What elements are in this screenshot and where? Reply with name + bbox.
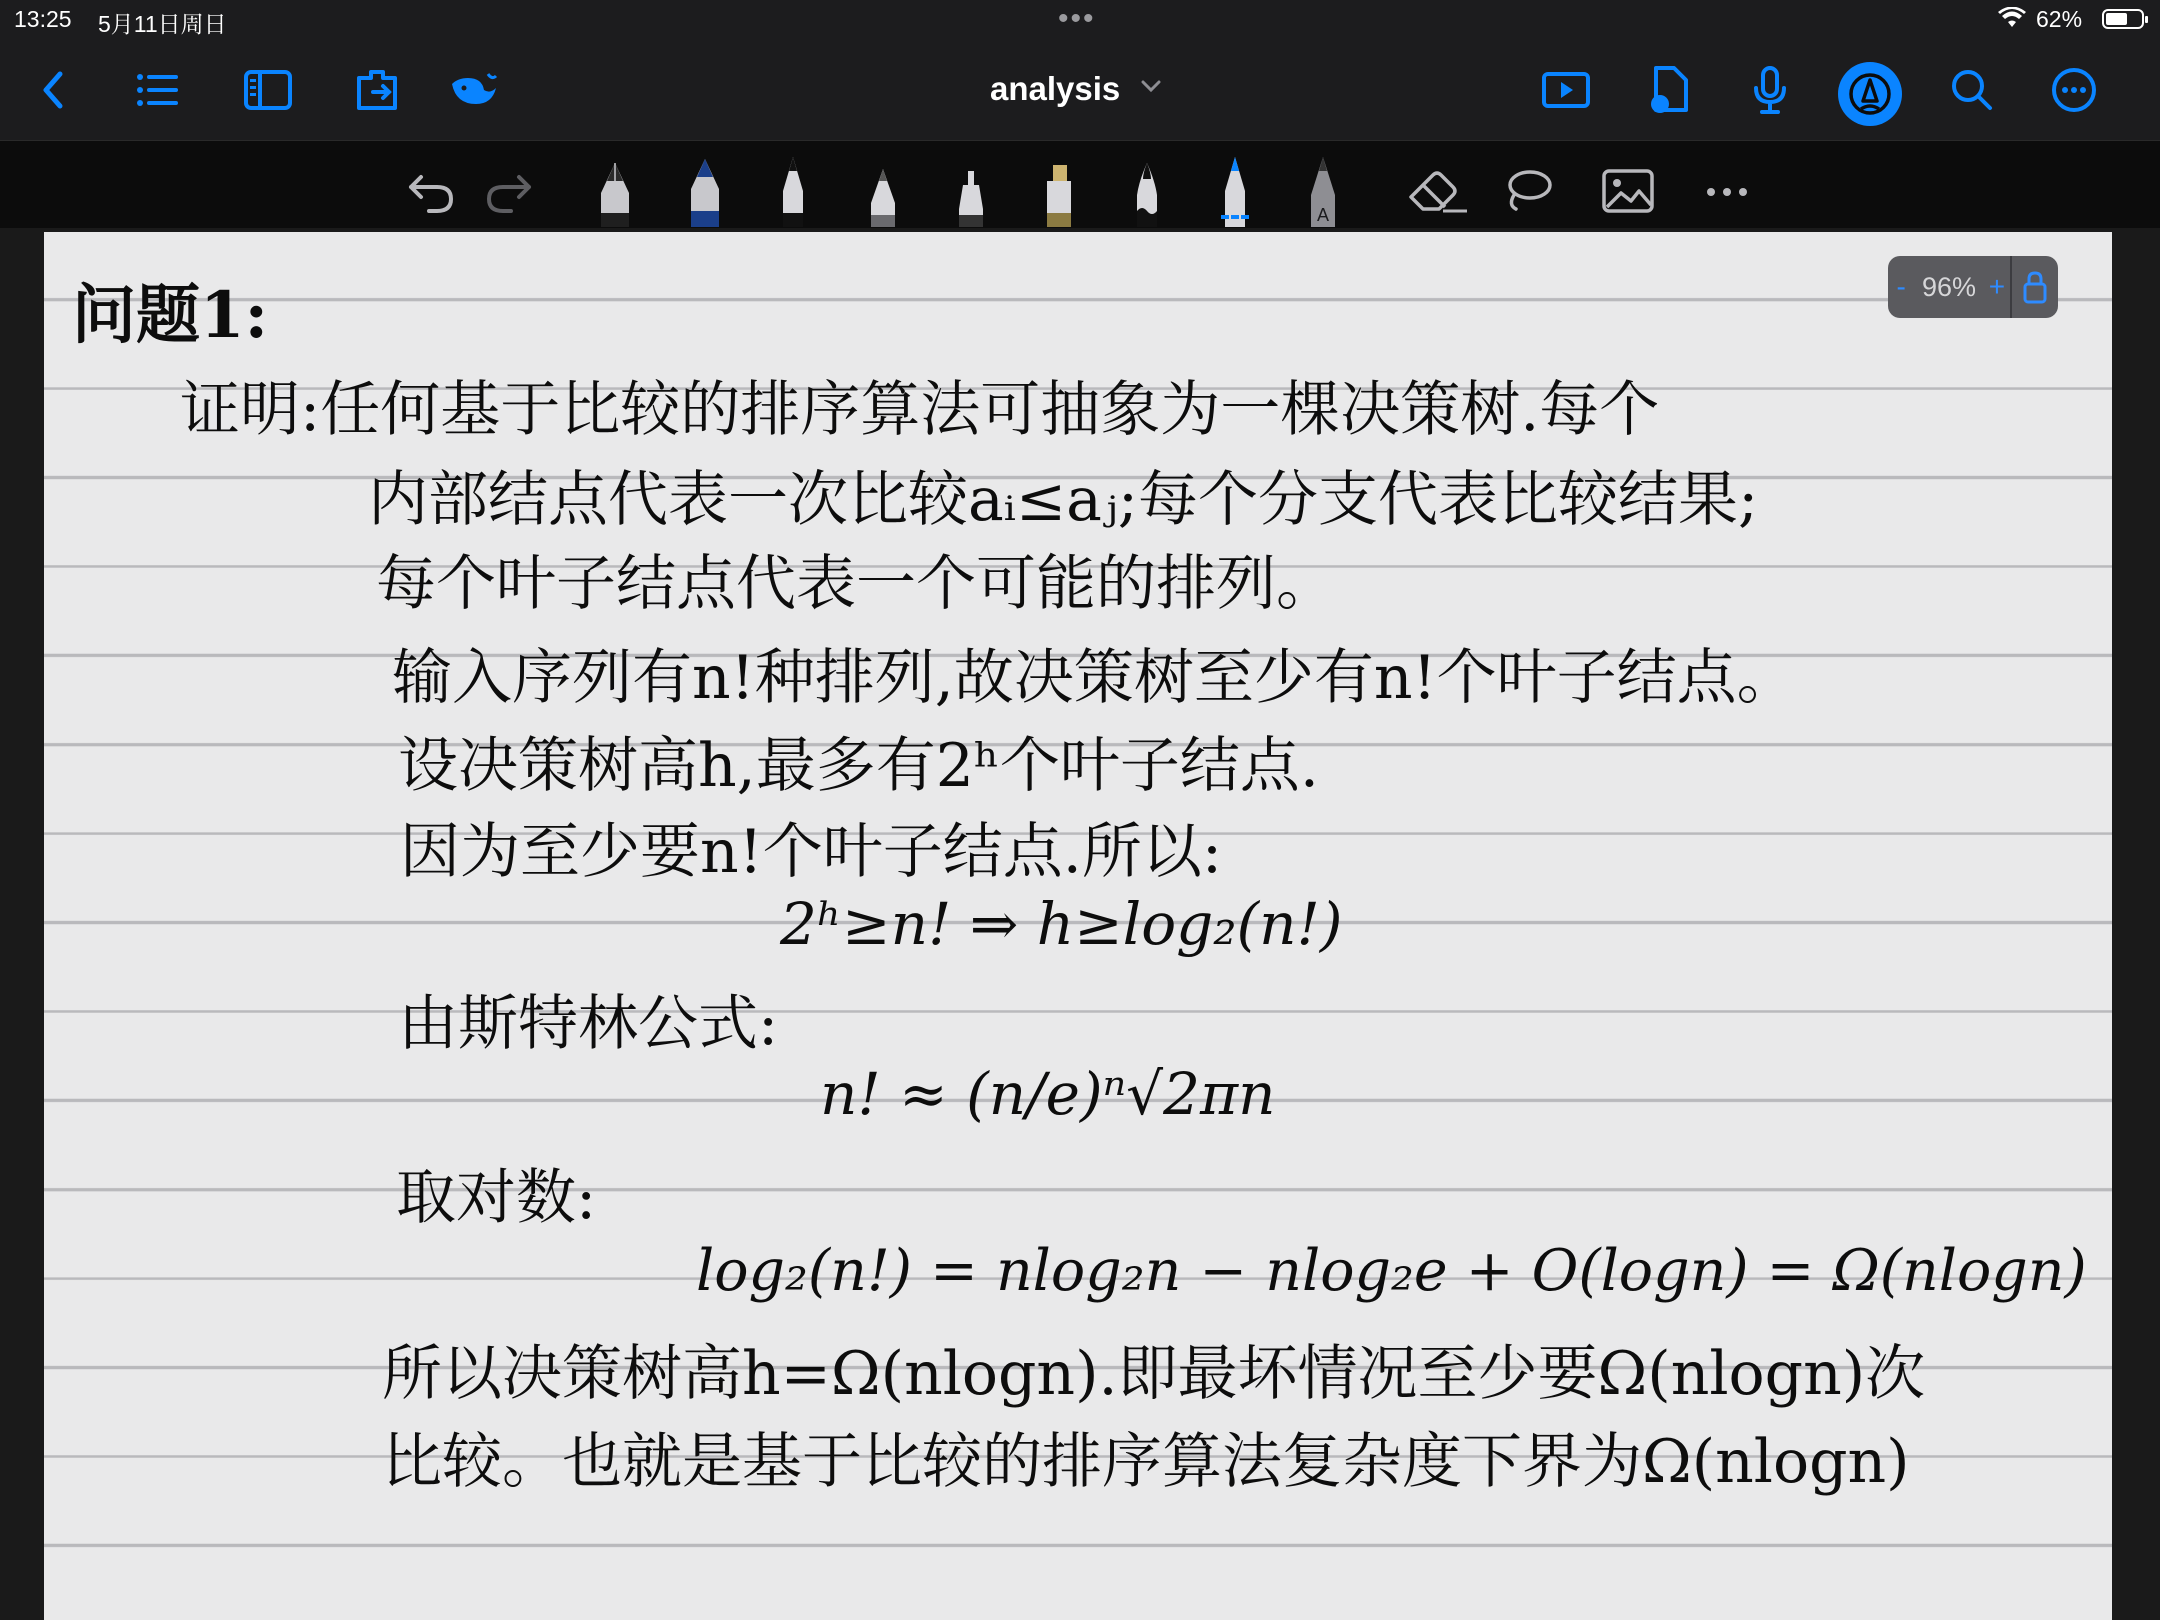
note-line-4: 输入序列有n!种排列,故决策树至少有n!个叶子结点。 — [392, 643, 1797, 713]
redo-icon[interactable] — [480, 147, 538, 227]
dashed-pen-icon[interactable] — [1212, 147, 1258, 227]
sidebar-icon[interactable] — [236, 58, 300, 122]
svg-text:A: A — [1316, 205, 1330, 225]
zoom-control — [1888, 256, 2058, 318]
note-line-1: 证明:任何基于比较的排序算法可抽象为一棵决策树.每个 — [180, 375, 1660, 445]
battery-icon — [2102, 9, 2144, 29]
fineliner-icon[interactable] — [948, 147, 994, 227]
fountain-pen-blue-icon[interactable] — [682, 147, 728, 227]
note-line-5: 设决策树高h,最多有2ʰ个叶子结点. — [398, 731, 1319, 801]
image-icon[interactable] — [1600, 147, 1656, 227]
text-pen-icon[interactable] — [1300, 147, 1346, 227]
multitask-dots[interactable]: ••• — [1058, 2, 1096, 35]
note-line-10: 比较。也就是基于比较的排序算法复杂度下界为Ω(nlogn) — [382, 1427, 1910, 1497]
fountain-pen-icon[interactable] — [592, 147, 638, 227]
brush-pen-icon[interactable] — [1124, 147, 1170, 227]
share-icon[interactable] — [345, 58, 409, 122]
eraser-icon[interactable] — [1404, 147, 1470, 227]
wifi-icon — [1998, 7, 2026, 34]
more-icon[interactable] — [2042, 58, 2106, 122]
list-icon[interactable] — [126, 58, 190, 122]
pencil-icon[interactable] — [860, 147, 906, 227]
ballpoint-pen-icon[interactable] — [770, 147, 816, 227]
note-line-3: 每个叶子结点代表一个可能的排列。 — [376, 549, 1336, 619]
note-title: 问题1: — [72, 278, 269, 353]
note-formula-2: n! ≈ (n/e)ⁿ√2πn — [820, 1060, 1276, 1128]
status-date: 5月11日周日 — [98, 11, 227, 37]
zoom-out-button[interactable]: - — [1896, 271, 1906, 302]
note-line-9: 所以决策树高h=Ω(nlogn).即最坏情况至少要Ω(nlogn)次 — [382, 1339, 1926, 1409]
lock-icon[interactable] — [2012, 270, 2058, 304]
battery-percent: 62% — [2036, 6, 2083, 32]
chevron-down-icon[interactable] — [1140, 78, 1162, 99]
zoom-in-button[interactable]: + — [1988, 271, 2006, 302]
undo-icon[interactable] — [402, 147, 460, 227]
note-line-8: 取对数: — [396, 1163, 597, 1233]
note-line-7: 由斯特林公式: — [398, 989, 779, 1059]
search-icon[interactable] — [1940, 58, 2004, 122]
note-formula-3: log₂(n!) = nlog₂n − nlog₂e + O(logn) = Ω(nlogn) — [696, 1238, 2087, 1304]
highlighter-icon[interactable] — [1036, 147, 1082, 227]
tool-bar — [0, 140, 2160, 229]
status-time: 13:25 — [14, 6, 72, 32]
status-bar — [0, 0, 2160, 40]
back-icon[interactable] — [22, 58, 86, 122]
lasso-icon[interactable] — [1500, 147, 1556, 227]
note-line-2: 内部结点代表一次比较aᵢ≤aⱼ;每个分支代表比较结果; — [368, 465, 1759, 535]
navigation-bar — [0, 40, 2160, 140]
whale-icon[interactable] — [442, 58, 506, 122]
pen-mode-icon[interactable] — [1838, 62, 1902, 126]
zoom-level: 96% — [1922, 271, 1977, 302]
add-page-icon[interactable] — [1638, 58, 1702, 122]
document-title[interactable]: analysis — [990, 70, 1121, 107]
note-line-6: 因为至少要n!个叶子结点.所以: — [400, 817, 1223, 887]
note-formula-1: 2ʰ≥n! ⇒ h≥log₂(n!) — [780, 890, 1343, 958]
present-icon[interactable] — [1534, 58, 1598, 122]
microphone-icon[interactable] — [1738, 58, 1802, 122]
more-tools-icon[interactable] — [1702, 147, 1752, 227]
